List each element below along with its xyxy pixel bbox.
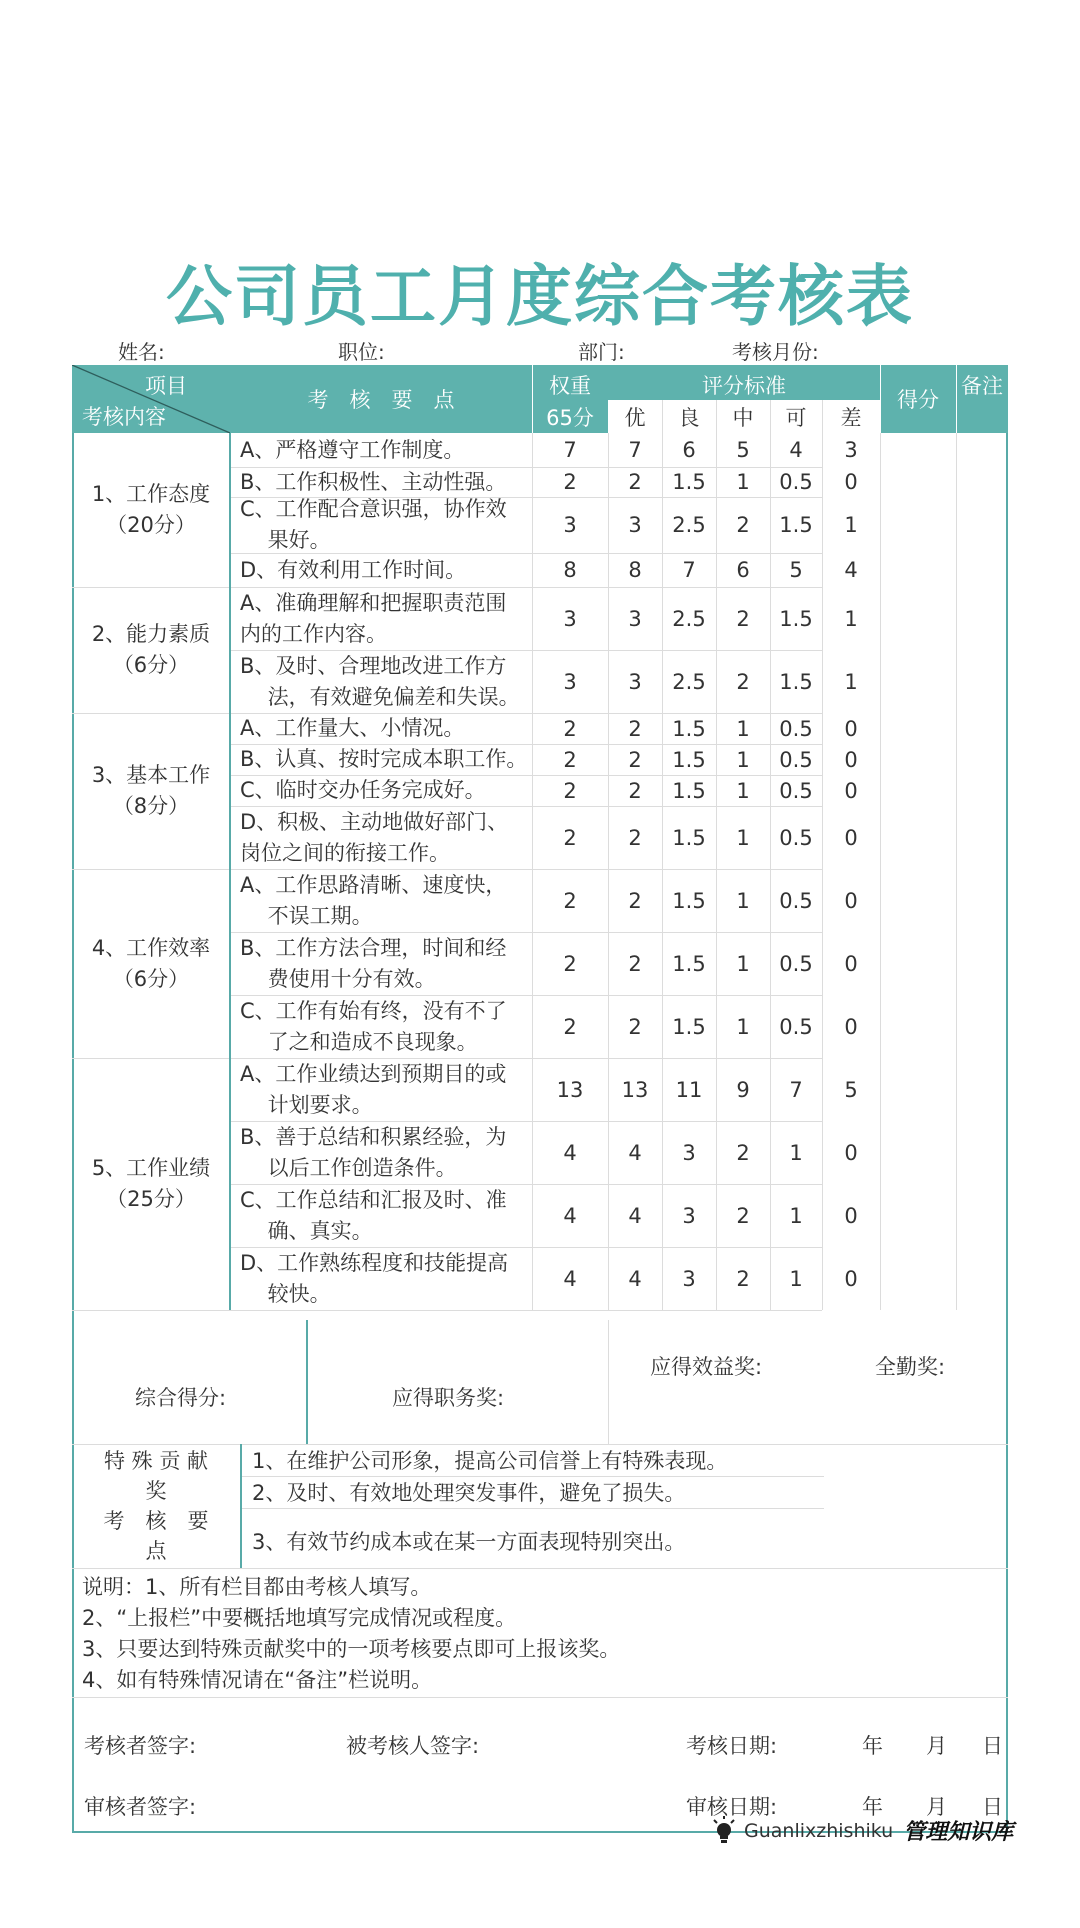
special-item: 1、在维护公司形象，提高公司信誉上有特殊表现。 [252,1449,728,1473]
grade-score-cell: 1 [789,1140,803,1165]
header-project: 项目 [145,374,187,398]
weight-cell: 7 [563,438,577,462]
grade-score-cell: 0 [844,888,858,913]
grade-score-cell: 3 [682,1266,696,1291]
lightbulb-icon [712,1816,736,1846]
weight-cell: 2 [563,825,577,850]
grade-score-cell: 3 [844,438,858,462]
grade-header-cell: 中 [716,400,770,433]
grade-score-cell: 1 [736,470,750,494]
grade-score-cell: 5 [844,1077,858,1102]
weight-cell: 2 [563,716,577,741]
weight-cell: 2 [563,747,577,772]
assessment-item [240,995,530,1058]
grade-score-cell: 13 [621,1077,649,1102]
section-cell [72,869,230,1058]
grade-score-cell: 2 [736,1140,750,1165]
body-bottom-line [72,1310,822,1311]
weight-cell: 4 [563,1203,577,1228]
grade-header-sep [770,400,771,433]
assessment-item-text: D、工作熟练程度和技能提高 较快。 [240,1250,509,1306]
special-divider [240,1444,242,1568]
section-cell [72,1058,230,1310]
weight-cell: 3 [563,669,577,694]
header-points: 考 核 要 点 [307,388,455,412]
header-weight: 权重 [549,374,591,398]
assessment-item [240,744,530,775]
assessment-item [240,713,530,744]
section-points: （20分） [106,513,196,537]
assessment-item-text: B、善于总结和积累经验，为 以后工作创造条件。 [240,1124,507,1180]
assessment-item [240,497,530,553]
column-divider [822,433,823,1310]
grade-header-cell: 可 [770,400,822,433]
composite-score-label: 综合得分: [135,1386,227,1410]
assessment-item [240,467,530,497]
grade-header-sep [822,400,823,433]
grade-score-cell: 0 [844,1014,858,1039]
year-label: 年 [862,1734,883,1758]
grade-score-cell: 4 [628,1140,642,1165]
special-label-line: 特 殊 贡 献 [103,1449,209,1473]
assessment-item [240,553,530,587]
assessment-item [240,806,530,869]
grade-score-cell: 7 [682,558,696,582]
weight-cell: 8 [563,558,577,582]
section-cell [72,713,230,869]
header-weight-total: 65分 [546,406,594,430]
benefit-bonus-label: 应得效益奖: [650,1355,763,1379]
section-divider [229,433,231,1310]
grade-score-cell: 2 [628,778,642,803]
grade-score-cell: 1 [736,888,750,913]
column-divider [770,433,771,1310]
grade-score-cell: 1 [844,606,858,631]
grade-score-cell: 3 [628,606,642,631]
column-divider [662,433,663,1310]
grade-score-cell: 7 [628,438,642,462]
section-name: 2、能力素质 [91,622,211,646]
weight-cell: 2 [563,888,577,913]
grade-score-cell: 0 [844,1203,858,1228]
assessment-item [240,932,530,995]
grade-score-cell: 6 [682,438,696,462]
grade-score-cell: 4 [628,1266,642,1291]
grade-score-cell: 9 [736,1077,750,1102]
grade-header-sep [662,400,663,433]
grade-score-cell: 2 [736,669,750,694]
column-divider [532,433,533,1310]
assessment-item-text: C、工作总结和汇报及时、准 确、真实。 [240,1187,507,1243]
assessment-item-text: D、有效利用工作时间。 [240,557,467,582]
grade-score-cell: 2 [628,1014,642,1039]
department-field-label: 部门: [578,340,625,364]
grade-score-cell: 1.5 [672,1014,706,1039]
assessment-item-text: B、及时、合理地改进工作方 法，有效避免偏差和失误。 [240,653,520,709]
weight-cell: 3 [563,606,577,631]
grade-header-cell: 良 [662,400,716,433]
grade-score-cell: 0 [844,716,858,741]
position-field-label: 职位: [338,340,385,364]
special-label [72,1446,240,1566]
grade-score-cell: 2 [736,513,750,537]
grade-score-cell: 1 [789,1266,803,1291]
grade-score-cell: 3 [682,1140,696,1165]
assessment-item-text: A、工作业绩达到预期目的或 计划要求。 [240,1061,507,1117]
assessment-item [240,650,530,713]
note-line: 3、只要达到特殊贡献奖中的一项考核要点即可上报该奖。 [82,1637,621,1661]
header-note: 备注 [961,374,1003,398]
grade-score-cell: 2.5 [672,606,706,631]
section-points: （6分） [112,966,190,991]
name-field-label: 姓名: [118,340,165,364]
section-points: （25分） [106,1187,196,1211]
note-line: 2、“上报栏”中要概括地填写完成情况或程度。 [82,1606,517,1630]
special-item: 2、及时、有效地处理突发事件，避免了损失。 [252,1481,686,1505]
grade-score-cell: 1 [789,1203,803,1228]
assessment-item-text: A、工作量大、小情况。 [240,716,465,740]
grade-score-cell: 0.5 [779,747,813,772]
special-row-line [242,1508,824,1509]
grade-score-cell: 1.5 [779,513,813,537]
assessment-item-text: D、积极、主动地做好部门、 岗位之间的衔接工作。 [240,809,509,865]
grade-score-cell: 1.5 [672,888,706,913]
header-sep [532,365,533,433]
header-criteria: 评分标准 [702,374,786,398]
grade-score-cell: 2 [736,1266,750,1291]
year-label: 年 [862,1795,883,1819]
grade-score-cell: 1.5 [672,951,706,976]
grade-score-cell: 0.5 [779,778,813,803]
special-label-line: 奖 [145,1479,167,1503]
notes-bottom-line [72,1697,1008,1698]
grade-score-cell: 0 [844,825,858,850]
column-divider [716,433,717,1310]
section-cell [72,587,230,713]
reviewer-signature-label: 审核者签字: [84,1795,197,1819]
special-bottom-line [72,1568,1008,1569]
grade-score-cell: 2 [736,1203,750,1228]
weight-cell: 2 [563,778,577,803]
assessment-item-text: C、临时交办任务完成好。 [240,778,486,802]
grade-score-cell: 1 [844,669,858,694]
totals-divider [608,1320,609,1444]
note-line: 说明：1、所有栏目都由考核人填写。 [82,1575,432,1599]
grade-score-cell: 0 [844,951,858,976]
attendance-bonus-label: 全勤奖: [875,1355,946,1379]
day-label: 日 [982,1795,1003,1819]
assessment-item-text: B、工作方法合理，时间和经 费使用十分有效。 [240,935,507,991]
special-item: 3、有效节约成本或在某一方面表现特别突出。 [252,1530,686,1554]
grade-score-cell: 4 [628,1203,642,1228]
assessment-item-text: B、工作积极性、主动性强。 [240,469,507,494]
grade-score-cell: 1.5 [779,606,813,631]
assessment-item [240,433,530,467]
grade-score-cell: 0 [844,470,858,494]
grade-score-cell: 1.5 [672,716,706,741]
section-name: 3、基本工作 [91,763,211,787]
header-sep [956,365,957,433]
grade-score-cell: 6 [736,558,750,582]
grade-score-cell: 1 [736,1014,750,1039]
grade-score-cell: 2 [628,888,642,913]
grade-score-cell: 0.5 [779,716,813,741]
grade-score-cell: 1 [736,951,750,976]
review-date-label: 审核日期: [686,1795,778,1819]
grade-header-cell: 优 [608,400,662,433]
grade-score-cell: 1 [736,825,750,850]
assessment-item-text: C、工作配合意识强，协作效 果好。 [240,497,507,552]
grade-score-cell: 2 [628,951,642,976]
assess-date-label: 考核日期: [686,1734,778,1758]
special-top-line [72,1444,1008,1445]
totals-divider [306,1320,308,1444]
grade-score-cell: 11 [675,1077,703,1102]
grade-score-cell: 3 [628,513,642,537]
header-content: 考核内容 [82,405,166,429]
grade-score-cell: 1.5 [672,470,706,494]
grade-score-cell: 2 [628,825,642,850]
grade-score-cell: 5 [736,438,750,462]
grade-score-cell: 2.5 [672,669,706,694]
month-field-label: 考核月份: [732,340,819,364]
assessment-item-text: C、工作有始有终，没有不了 了之和造成不良现象。 [240,998,507,1054]
watermark-latin: Guanlixzhishiku [744,1819,894,1842]
grade-score-cell: 2 [736,606,750,631]
grade-score-cell: 0.5 [779,1014,813,1039]
note-line: 4、如有特殊情况请在“备注”栏说明。 [82,1668,433,1692]
assessor-signature-label: 考核者签字: [84,1734,197,1758]
month-label: 月 [926,1795,947,1819]
month-label: 月 [926,1734,947,1758]
grade-header-sep [716,400,717,433]
section-name: 5、工作业绩 [91,1156,211,1180]
grade-score-cell: 1.5 [779,669,813,694]
watermark [712,1815,1013,1846]
column-divider [956,433,957,1310]
assessment-item-text: A、准确理解和把握职责范围 内的工作内容。 [240,590,507,646]
grade-score-cell: 2 [628,470,642,494]
grade-score-cell: 1.5 [672,825,706,850]
weight-cell: 2 [563,1014,577,1039]
weight-cell: 2 [563,951,577,976]
header-score: 得分 [897,388,939,412]
assessment-item [240,1247,530,1310]
special-label-line: 点 [145,1539,167,1563]
grade-score-cell: 2 [628,747,642,772]
section-points: （8分） [112,794,190,818]
weight-cell: 2 [563,470,577,494]
day-label: 日 [982,1734,1003,1758]
assessee-signature-label: 被考核人签字: [346,1734,480,1758]
grade-score-cell: 4 [789,438,803,462]
grade-score-cell: 1 [736,747,750,772]
assessment-item [240,775,530,806]
grade-score-cell: 0 [844,747,858,772]
grade-score-cell: 7 [789,1077,803,1102]
column-divider [880,433,881,1310]
watermark-chinese: 管理知识库 [903,1819,1014,1845]
grade-score-cell: 0 [844,1140,858,1165]
grade-score-cell: 0.5 [779,951,813,976]
weight-cell: 4 [563,1140,577,1165]
header-sep [880,365,881,433]
grade-score-cell: 0.5 [779,825,813,850]
grade-score-cell: 2 [628,716,642,741]
assessment-item [240,1184,530,1247]
grade-score-cell: 1.5 [672,778,706,803]
grade-score-cell: 0.5 [779,888,813,913]
grade-score-cell: 4 [844,558,858,582]
grade-score-cell: 0.5 [779,470,813,494]
weight-cell: 4 [563,1266,577,1291]
grade-score-cell: 1 [736,716,750,741]
section-cell [72,433,230,587]
special-label-line: 考 核 要 [103,1509,209,1533]
grade-score-cell: 3 [682,1203,696,1228]
assessment-item [240,1121,530,1184]
assessment-item [240,1058,530,1121]
section-points: （6分） [112,653,190,677]
job-bonus-label: 应得职务奖: [392,1386,505,1410]
grade-score-cell: 8 [628,558,642,582]
assessment-item-text: B、认真、按时完成本职工作。 [240,747,528,771]
grade-header-cell: 差 [822,400,880,433]
assessment-item-text: A、严格遵守工作制度。 [240,437,465,462]
grade-score-cell: 3 [628,669,642,694]
section-name: 1、工作态度 [91,482,211,506]
assessment-item [240,587,530,650]
grade-score-cell: 2.5 [672,513,706,537]
grade-score-cell: 1 [736,778,750,803]
grade-score-cell: 1 [844,513,858,537]
weight-cell: 13 [556,1077,584,1102]
grade-score-cell: 5 [789,558,803,582]
assessment-item [240,869,530,932]
column-divider [608,433,609,1310]
page-title: 公司员工月度综合考核表 [166,257,914,335]
grade-score-cell: 1.5 [672,747,706,772]
grade-score-cell: 0 [844,778,858,803]
weight-cell: 3 [563,513,577,537]
grade-score-cell: 0 [844,1266,858,1291]
special-row-line [242,1476,824,1477]
section-name: 4、工作效率 [91,935,211,960]
assessment-item-text: A、工作思路清晰、速度快， 不误工期。 [240,872,507,928]
